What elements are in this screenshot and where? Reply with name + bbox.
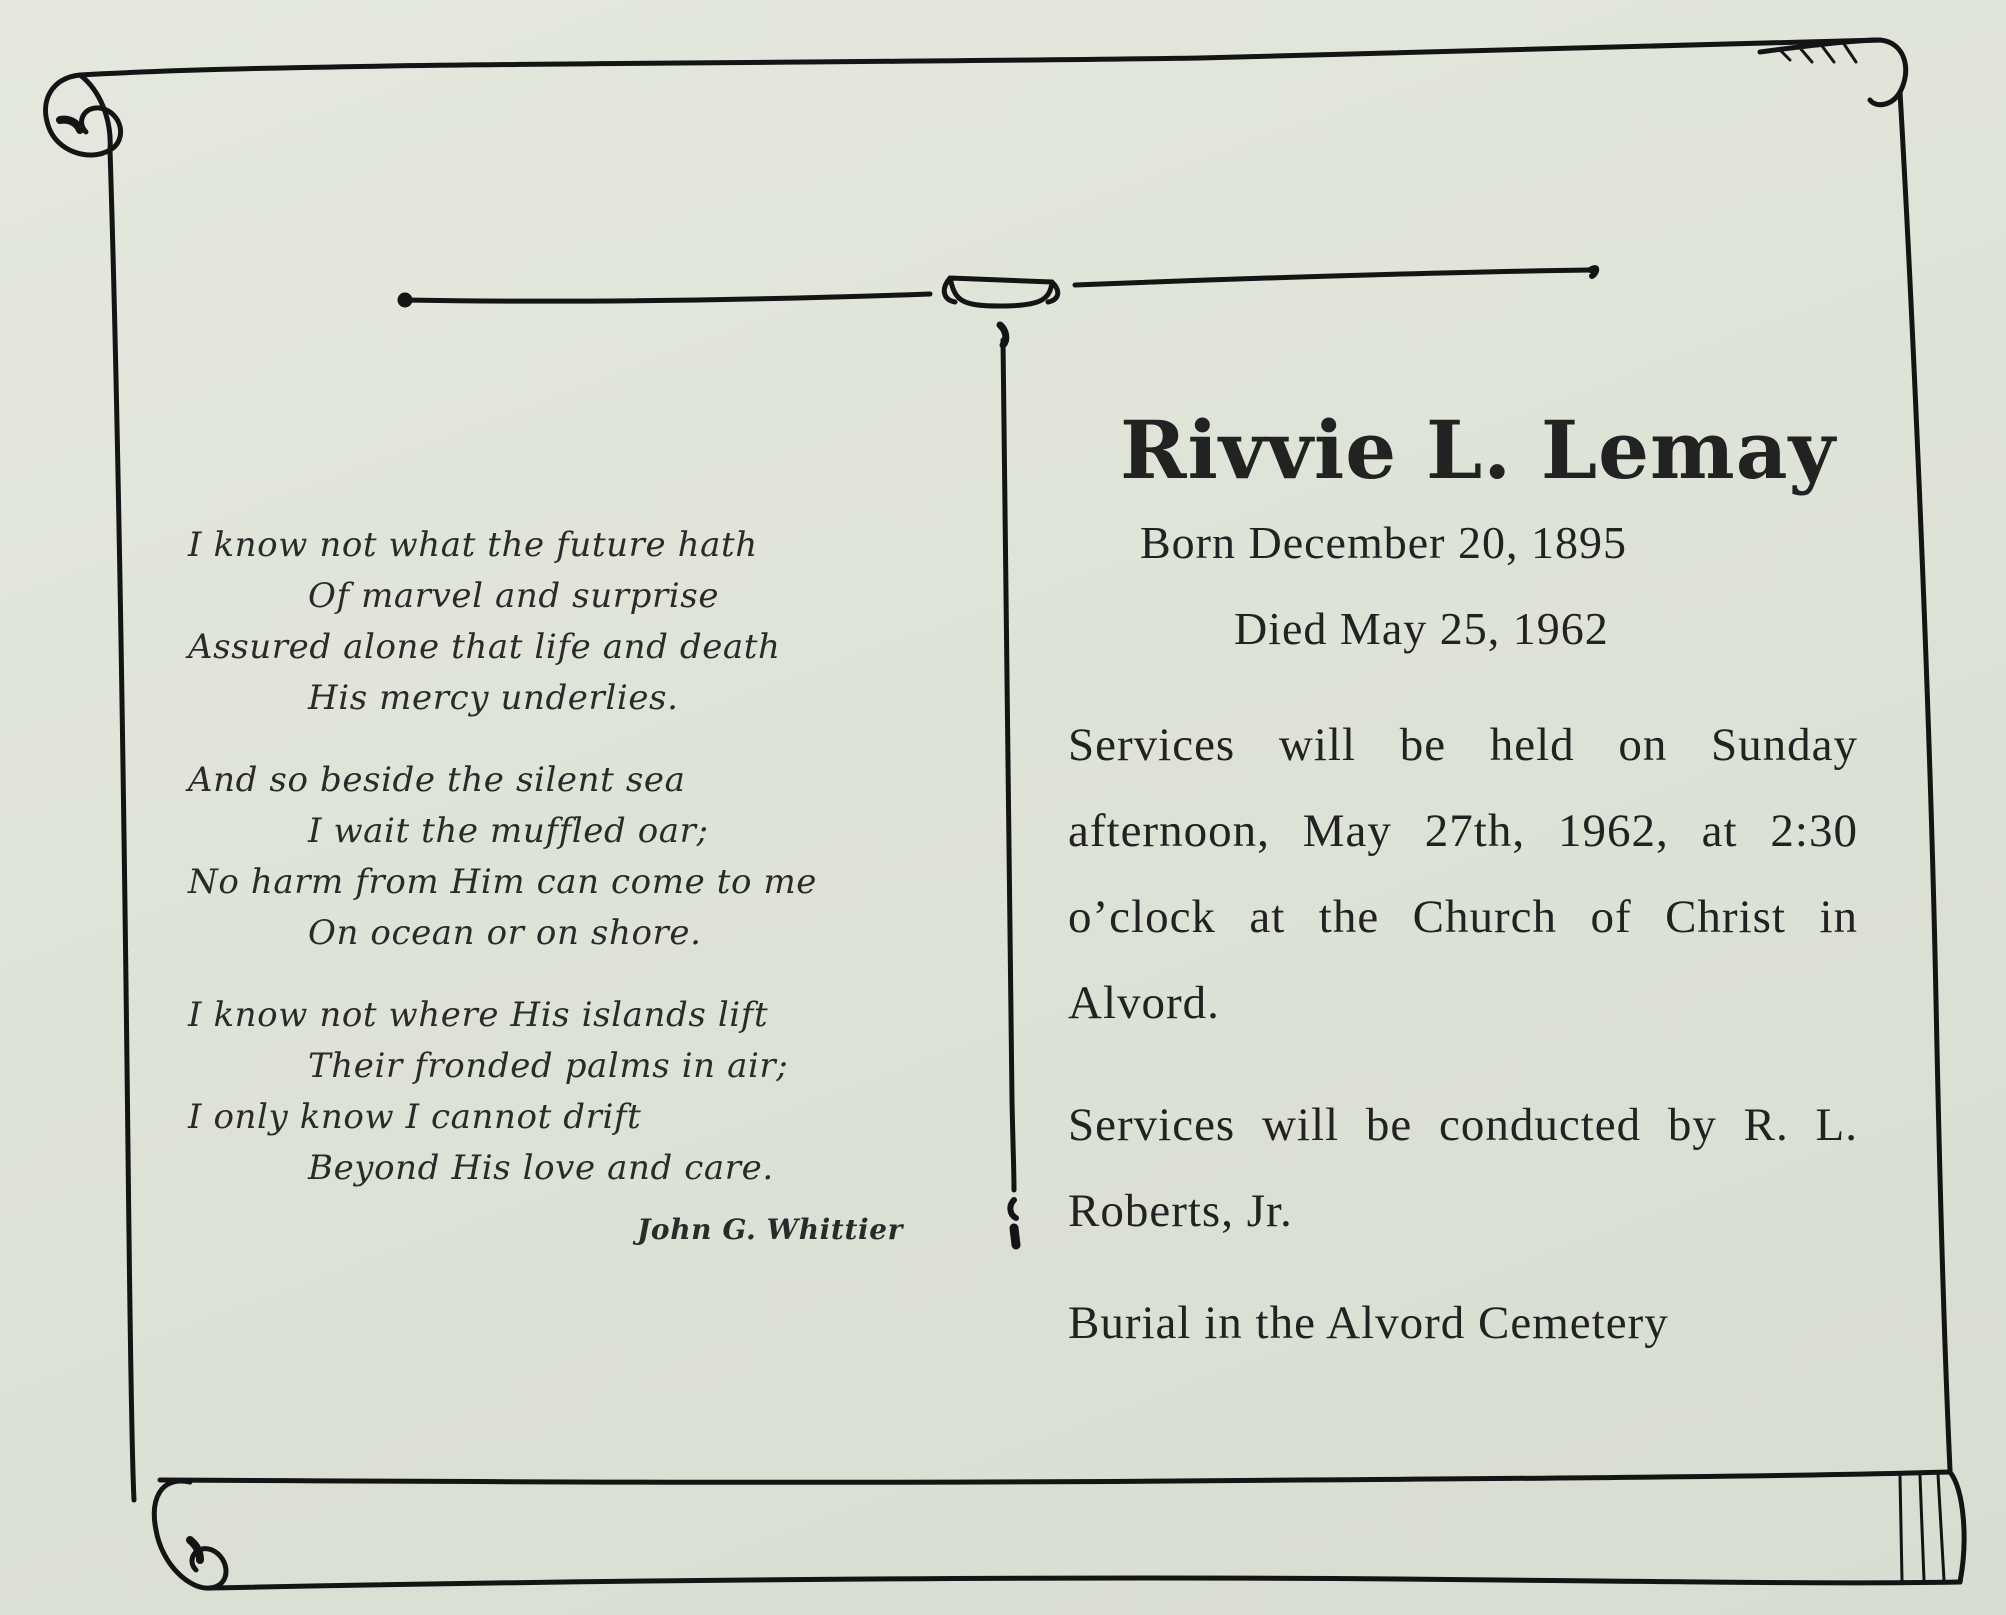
- scroll-bottom-edge: [160, 1472, 1950, 1482]
- poem-line: No harm from Him can come to me: [188, 862, 818, 902]
- scroll-left-edge: [110, 150, 134, 1500]
- poem-block: [188, 520, 928, 1255]
- column-divider: [1003, 340, 1014, 1190]
- scroll-top-edge: [80, 40, 1880, 75]
- poem-line: And so beside the silent sea: [188, 760, 686, 800]
- scroll-top-right-curl: [1760, 40, 1906, 105]
- poem-line: I know not what the future hath: [188, 525, 758, 565]
- services-paragraph: Services will be held on Sunday afternoon, May 27th, 1962, at 2:30 o’clock at the Church of Christ in Alvord.: [1068, 719, 1858, 1029]
- header-rule-right: [1075, 270, 1590, 285]
- officiant-paragraph: Services will be conducted by R. L. Roberts, Jr.: [1068, 1099, 1858, 1237]
- header-ornament: [944, 278, 1058, 306]
- scroll-bottom-right-curl: [1950, 1472, 1964, 1582]
- poem-stanza-1: [188, 520, 928, 724]
- poem-line: I wait the muffled oar;: [308, 811, 709, 851]
- poem-stanza-3: [188, 990, 928, 1194]
- poem-line: His mercy underlies.: [308, 678, 679, 718]
- poem-author: John G. Whittier: [637, 1213, 903, 1246]
- scroll-bottom-left-curl: [154, 1481, 226, 1588]
- notice-block: [1068, 400, 1858, 1366]
- scroll-right-edge: [1900, 92, 1950, 1470]
- life-dates: [1068, 500, 1858, 672]
- header-rule-left: [405, 294, 930, 301]
- poem-line: Their fronded palms in air;: [308, 1046, 789, 1086]
- poem-line: Assured alone that life and death: [188, 627, 781, 667]
- poem-line: I know not where His islands lift: [188, 995, 769, 1035]
- burial-paragraph: Burial in the Alvord Cemetery: [1068, 1297, 1669, 1349]
- deceased-name: Rivvie L. Lemay: [1119, 403, 1837, 497]
- poem-stanza-2: [188, 755, 928, 959]
- born-date: Born December 20, 1895: [1140, 517, 1627, 568]
- poem-line: Beyond His love and care.: [308, 1148, 774, 1188]
- died-date: Died May 25, 1962: [1234, 603, 1609, 654]
- poem-line: On ocean or on shore.: [308, 913, 702, 953]
- poem-line: Of marvel and surprise: [308, 576, 720, 616]
- poem-line: I only know I cannot drift: [188, 1097, 642, 1137]
